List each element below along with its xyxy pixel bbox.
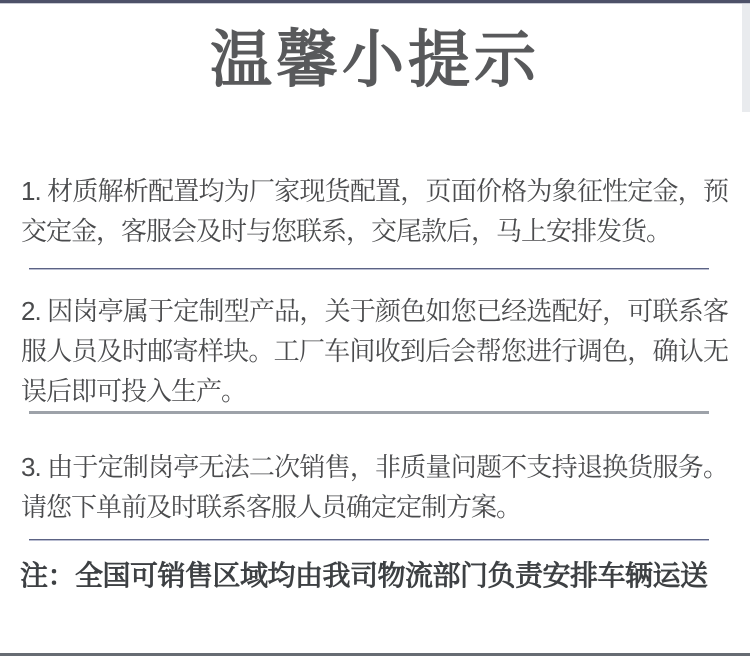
divider-line-3 (29, 539, 709, 541)
divider-line-1 (29, 268, 709, 270)
scrollbar-track[interactable] (742, 4, 750, 112)
shipping-note: 注：全国可销售区域均由我司物流部门负责安排车辆运送 (20, 560, 708, 591)
tip-paragraph-2: 2. 因岗亭属于定制型产品，关于颜色如您已经选配好，可联系客服人员及时邮寄样块。工厂车间收到后会帮您进行调色，确认无误后即可投入生产。 (21, 296, 728, 406)
divider-line-2 (29, 411, 709, 414)
page-title: 温馨小提示 (209, 26, 540, 95)
tip-paragraph-3: 3. 由于定制岗亭无法二次销售，非质量问题不支持退换货服务。请您下单前及时联系客服人员确定定制方案。 (21, 452, 728, 522)
top-border-line (0, 0, 750, 4)
tip-paragraph-1: 1. 材质解析配置均为厂家现货配置，页面价格为象征性定金，预交定金，客服会及时与您联系，交尾款后，马上安排发货。 (21, 176, 728, 246)
